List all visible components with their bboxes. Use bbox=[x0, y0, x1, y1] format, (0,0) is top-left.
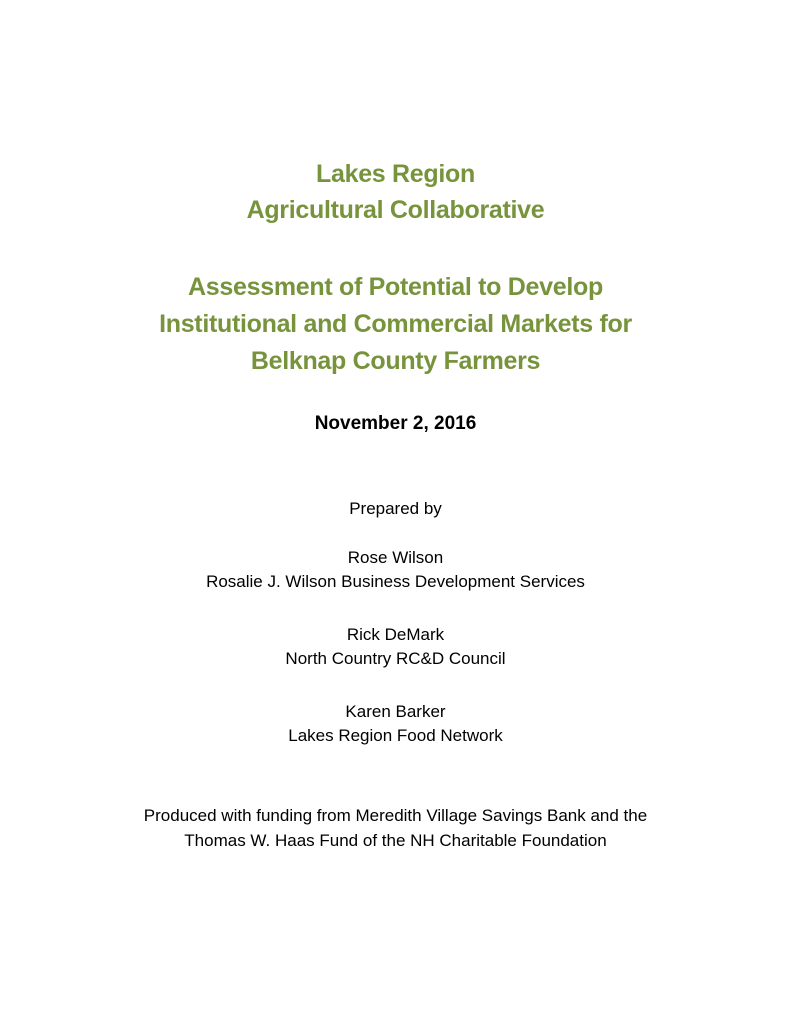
author-name: Rick DeMark bbox=[346, 625, 445, 644]
organization-title-line-1: Lakes Region bbox=[316, 160, 475, 188]
report-title bbox=[0, 269, 791, 380]
author-affiliation: North Country RC&D Council bbox=[285, 649, 506, 668]
report-title-line-2: Institutional and Commercial Markets for bbox=[159, 310, 632, 338]
funding-statement bbox=[0, 803, 791, 853]
author-block bbox=[0, 700, 791, 748]
author-name: Rose Wilson bbox=[347, 548, 444, 567]
organization-title bbox=[0, 156, 791, 228]
prepared-by-label: Prepared by bbox=[349, 499, 442, 518]
report-date: November 2, 2016 bbox=[314, 413, 477, 434]
author-block bbox=[0, 623, 791, 671]
funding-line-1: Produced with funding from Meredith Village Savings Bank and the bbox=[143, 806, 648, 825]
report-title-line-3: Belknap County Farmers bbox=[250, 347, 541, 375]
report-title-line-1: Assessment of Potential to Develop bbox=[188, 273, 603, 301]
organization-title-line-2: Agricultural Collaborative bbox=[246, 196, 545, 224]
funding-line-2: Thomas W. Haas Fund of the NH Charitable Foundation bbox=[184, 831, 607, 850]
author-name: Karen Barker bbox=[345, 702, 446, 721]
author-affiliation: Lakes Region Food Network bbox=[288, 726, 503, 745]
author-affiliation: Rosalie J. Wilson Business Development Services bbox=[206, 572, 585, 591]
author-block bbox=[0, 546, 791, 594]
